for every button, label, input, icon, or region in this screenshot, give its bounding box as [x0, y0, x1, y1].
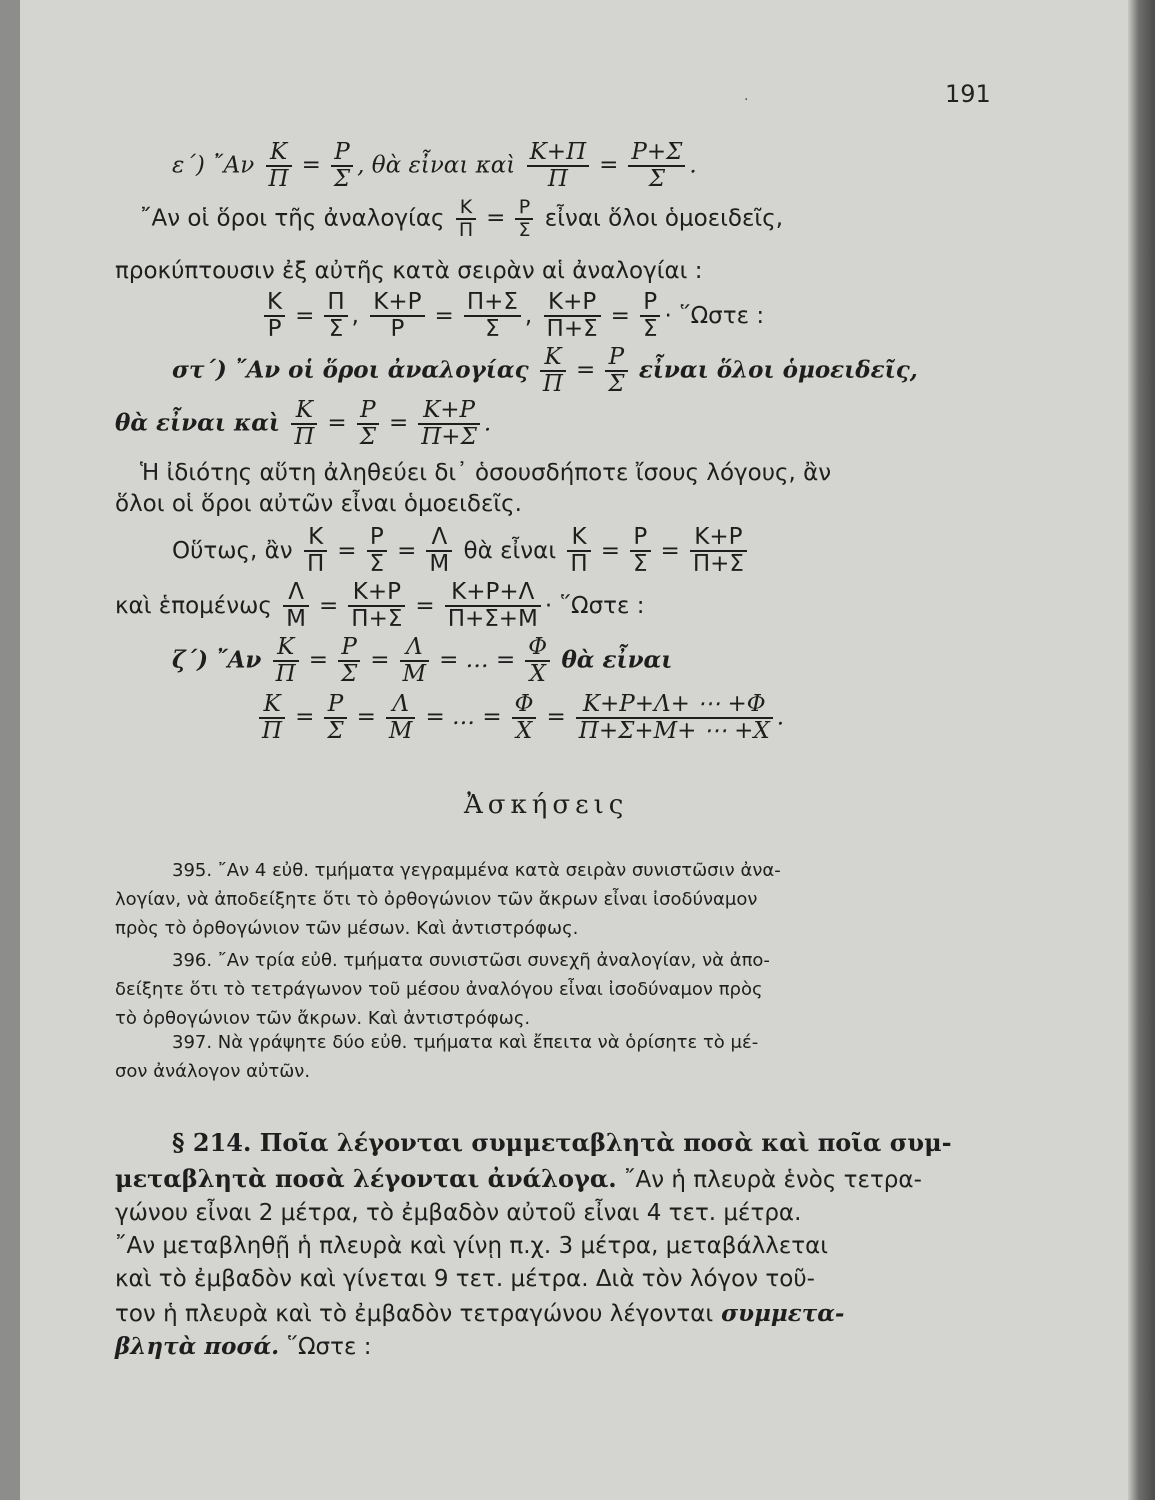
- fraction: $\frac{K}{\Pi}$: [456, 197, 476, 241]
- fraction: $\frac{K}{\Pi}$: [266, 140, 292, 193]
- fraction: $\frac{K+P+\Lambda+ \cdots +\Phi}{\Pi+\Sigma+M+ \cdots +X}$: [576, 692, 773, 745]
- fraction: $\frac{P}{\Sigma}$: [640, 290, 661, 343]
- fraction: $\frac{P}{\Sigma}$: [324, 692, 346, 745]
- exercise-395-line2: λογίαν, νὰ ἀποδείξητε ὅτι τὸ ὀρθογώνιον τῶν ἄκρων εἶναι ἰσοδύναμον: [115, 889, 758, 910]
- formula-a: $\frac{K}{P}$ = $\frac{\Pi}{\Sigma}$ , $\frac{K+P}{P}$ = $\frac{\Pi+\Sigma}{\Sigma}$ , $\frac{K+P}{\Pi+\Sigma}$ = $\frac{P}{\Sigma}$ · ῞Ωστε :: [260, 290, 764, 343]
- exercise-396-line2: δείξητε ὅτι τὸ τετράγωνον τοῦ μέσου ἀναλόγου εἶναι ἰσοδύναμον πρὸς: [115, 979, 763, 1000]
- dot-mark: ·: [744, 92, 749, 108]
- section-line5: καὶ τὸ ἐμβαδὸν καὶ γίνεται 9 τετ. μέτρα. Διὰ τὸν λόγον τοῦ-: [115, 1266, 815, 1292]
- fraction: $\frac{\Phi}{X}$: [525, 635, 550, 688]
- fraction: $\frac{\Lambda}{M}$: [386, 692, 416, 745]
- fraction: $\frac{K}{\Pi}$: [567, 525, 590, 578]
- fraction: $\frac{K+P}{\Pi+\Sigma}$: [348, 580, 405, 633]
- exercises-title: Ἀσκήσεις: [464, 790, 629, 820]
- prop-st-line2: θὰ εἶναι καὶ $\frac{K}{\Pi}$ = $\frac{P}{\Sigma}$ = $\frac{K+P}{\Pi+\Sigma}$ .: [115, 397, 492, 451]
- fraction: $\frac{P}{\Sigma}$: [357, 398, 379, 451]
- fraction: $\frac{K+P}{P}$: [370, 290, 424, 343]
- fraction: $\frac{K}{P}$: [264, 290, 285, 343]
- fraction: $\frac{\Pi+\Sigma}{\Sigma}$: [464, 290, 521, 343]
- prop-e: ε΄) ῎Αν $\frac{K}{\Pi}$ = $\frac{P}{\Sigma}$ , θὰ εἶναι καὶ $\frac{K+\Pi}{\Pi}$ = $\frac{P+\Sigma}{\Sigma}$ .: [172, 139, 697, 193]
- fraction: $\frac{K+P}{\Pi+\Sigma}$: [418, 398, 480, 451]
- prop-st: στ΄) ῎Αν οἱ ὅροι ἀναλογίας $\frac{K}{\Pi}$ = $\frac{P}{\Sigma}$ εἶναι ὅλοι ὁμοειδεῖς,: [172, 344, 918, 398]
- fraction: $\frac{\Phi}{X}$: [512, 692, 537, 745]
- fraction: $\frac{K+\Pi}{\Pi}$: [527, 140, 590, 193]
- fraction: $\frac{K}{\Pi}$: [304, 525, 327, 578]
- exercise-395-line1: 395. ῎Αν 4 εὐθ. τμήματα γεγραμμένα κατὰ σειρὰν συνιστῶσιν ἀνα-: [172, 860, 781, 881]
- para1-line2: προκύπτουσιν ἐξ αὐτῆς κατὰ σειρὰν αἱ ἀναλογίαι :: [115, 258, 703, 284]
- fraction: $\frac{P+\Sigma}{\Sigma}$: [628, 140, 685, 193]
- fraction: $\frac{K}{\Pi}$: [259, 692, 285, 745]
- prop-z: ζ΄) ῎Αν $\frac{K}{\Pi}$ = $\frac{P}{\Sigma}$ = $\frac{\Lambda}{M}$ = … = $\frac{\Phi}{X}$ θὰ εἶναι: [172, 634, 673, 688]
- fraction: $\frac{\Lambda}{M}$: [426, 525, 452, 578]
- para3-line1: Οὕτως, ἂν $\frac{K}{\Pi}$ = $\frac{P}{\Sigma}$ = $\frac{\Lambda}{M}$ θὰ εἶναι $\frac{K}{\Pi}$ = $\frac{P}{\Sigma}$ = $\frac{K+P}{\Pi+\Sigma}$: [172, 525, 751, 578]
- fraction: $\frac{K}{\Pi}$: [273, 635, 299, 688]
- fraction: $\frac{K}{\Pi}$: [540, 345, 566, 398]
- para1-line1: ῎Αν οἱ ὅροι τῆς ἀναλογίας $\frac{K}{\Pi}$ = $\frac{P}{\Sigma}$ εἶναι ὅλοι ὁμοειδεῖς,: [140, 196, 784, 241]
- para2-line2: ὅλοι οἱ ὅροι αὐτῶν εἶναι ὁμοειδεῖς.: [115, 491, 522, 517]
- fraction: $\frac{P}{\Sigma}$: [338, 635, 360, 688]
- section-title-line1: § 214. Ποῖα λέγονται συμμεταβλητὰ ποσὰ καὶ ποῖα συμ-: [172, 1128, 952, 1157]
- fraction: $\frac{\Lambda}{M}$: [283, 580, 309, 633]
- exercise-397-line2: σον ἀνάλογον αὐτῶν.: [115, 1061, 311, 1082]
- para3-line2: καὶ ἑπομένως $\frac{\Lambda}{M}$ = $\frac{K+P}{\Pi+\Sigma}$ = $\frac{K+P+\Lambda}{\Pi+\Sigma+M}$ · ῞Ωστε :: [115, 579, 645, 633]
- fraction: $\frac{K}{\Pi}$: [291, 398, 317, 451]
- exercise-395-line3: πρὸς τὸ ὀρθογώνιον τῶν μέσων. Καὶ ἀντιστρόφως.: [115, 918, 579, 939]
- exercise-397-line1: 397. Νὰ γράψητε δύο εὐθ. τμήματα καὶ ἔπειτα νὰ ὁρίσητε τὸ μέ-: [172, 1032, 759, 1053]
- fraction: $\frac{P}{\Sigma}$: [331, 140, 353, 193]
- fraction: $\frac{K+P+\Lambda}{\Pi+\Sigma+M}$: [445, 580, 541, 633]
- para2-line1: Ἡ ἰδιότης αὕτη ἀληθεύει δι᾿ ὁσουσδήποτε ἴσους λόγους, ἂν: [140, 460, 832, 486]
- fraction: $\frac{\Lambda}{M}$: [400, 635, 430, 688]
- page-edge: [1128, 0, 1155, 1500]
- section-line7: βλητὰ ποσά. ῞Ωστε :: [115, 1333, 372, 1360]
- exercise-396-line3: τὸ ὀρθογώνιον τῶν ἄκρων. Καὶ ἀντιστρόφως.: [115, 1008, 531, 1029]
- fraction: $\frac{P}{\Sigma}$: [515, 197, 533, 241]
- section-line6: τον ἡ πλευρὰ καὶ τὸ ἐμβαδὸν τετραγώνου λέγονται συμμετα-: [115, 1300, 845, 1327]
- exercise-396-line1: 396. ῎Αν τρία εὐθ. τμήματα συνιστῶσι συνεχῆ ἀναλογίαν, νὰ ἀπο-: [172, 950, 770, 971]
- fraction: $\frac{\Pi}{\Sigma}$: [324, 290, 347, 343]
- fraction: $\frac{P}{\Sigma}$: [605, 345, 627, 398]
- prop-z-line2: $\frac{K}{\Pi}$ = $\frac{P}{\Sigma}$ = $\frac{\Lambda}{M}$ = … = $\frac{\Phi}{X}$ = $\frac{K+P+\Lambda+ \cdots +\Phi}{\Pi+\Sigma+M+ \cdots +X}$ .: [255, 692, 784, 745]
- fraction: $\frac{K+P}{\Pi+\Sigma}$: [690, 525, 747, 578]
- fraction: $\frac{P}{\Sigma}$: [367, 525, 388, 578]
- section-line4: ῎Αν μεταβληθῇ ἡ πλευρὰ καὶ γίνῃ π.χ. 3 μέτρα, μεταβάλλεται: [115, 1233, 829, 1259]
- page-number: 191: [945, 80, 991, 108]
- section-line3: γώνου εἶναι 2 μέτρα, τὸ ἐμβαδὸν αὐτοῦ εἶναι 4 τετ. μέτρα.: [115, 1200, 802, 1226]
- fraction: $\frac{K+P}{\Pi+\Sigma}$: [544, 290, 601, 343]
- fraction: $\frac{P}{\Sigma}$: [630, 525, 651, 578]
- section-line2: μεταβλητὰ ποσὰ λέγονται ἀνάλογα. ῎Αν ἡ πλευρὰ ἑνὸς τετρα-: [115, 1164, 922, 1193]
